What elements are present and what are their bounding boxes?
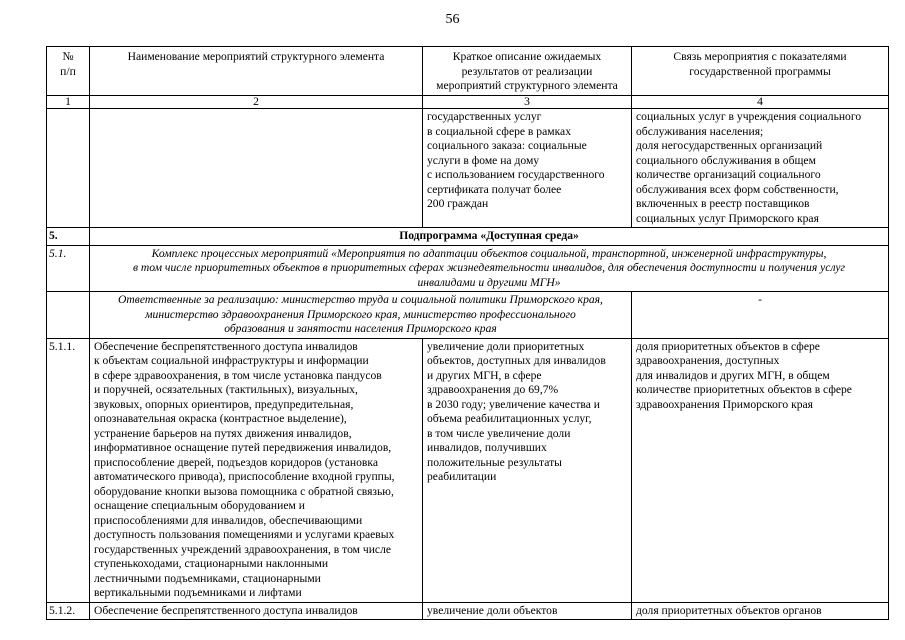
responsible-row (47, 292, 889, 339)
subprogram-row (47, 228, 889, 246)
table-row (47, 338, 889, 602)
column-numbers-row (47, 96, 889, 109)
header-number: № п/п (47, 47, 90, 96)
table-row (47, 602, 889, 620)
column-number: 3 (423, 96, 632, 109)
column-number: 4 (632, 96, 889, 109)
subprogram-number: 5. (47, 228, 90, 246)
complex-number: 5.1. (47, 245, 90, 292)
row-number: 5.1.2. (47, 602, 90, 620)
row-name: Обеспечение беспрепятственного доступа инвалидов (90, 602, 423, 620)
header-expected-results: Краткое описание ожидаемых результатов от реализации мероприятий структурного элемента (423, 47, 632, 96)
row-results: государственных услуг в социальной сфере в рамках социального заказа: социальные услуги в фоме на дому с использованием государственного сертификата получат более 200 граждан (423, 109, 632, 228)
row-results: увеличение доли приоритетных объектов, доступных для инвалидов и других МГН, в сфере здравоохранения до 69,7% в 2030 году; увеличение качества и объема реабилитационных услуг, в том числе увеличение доли инвалидов, получивших положительные результаты реабилитации (423, 338, 632, 602)
row-name (90, 109, 423, 228)
subprogram-title: Подпрограмма «Доступная среда» (90, 228, 889, 246)
responsible-dash: - (632, 292, 889, 339)
responsible-text: Ответственные за реализацию: министерство труда и социальной политики Приморского края, министерство здравоохранения Приморского края, министерство профессионального образования и занятости населения Приморского края (90, 292, 632, 339)
column-number: 2 (90, 96, 423, 109)
table-row (47, 109, 889, 228)
row-indicators: доля приоритетных объектов в сфере здравоохранения, доступных для инвалидов и других МГН, в общем количестве приоритетных объектов в сфере здравоохранения Приморского края (632, 338, 889, 602)
responsible-number (47, 292, 90, 339)
measures-table (46, 46, 889, 620)
row-number (47, 109, 90, 228)
row-name: Обеспечение беспрепятственного доступа инвалидов к объектам социальной инфраструктуры и информации в сфере здравоохранения, в том числе установка пандусов и поручней, осязательных (тактильных), визуальных, звуковых, опорных ориентиров, предупредительная, опознавательная окраска (контрастное выделение), устранение барьеров на путях движения инвалидов, информативное оснащение путей передвижения инвалидов, приспособление дверей, подъездов коридоров (установка автоматического привода), приспособление входной группы, оборудование кнопки вызова помощника с обратной связью, оснащение специальным оборудованием и приспособлениями для инвалидов, обеспечивающими доступность пользования помещениями и услугами краевых государственных учреждений здравоохранения, в том числе ступенькоходами, стационарными наклонными лестничными подъемниками, стационарными вертикальными подъемниками и лифтами (90, 338, 423, 602)
row-number: 5.1.1. (47, 338, 90, 602)
header-measure-name: Наименование мероприятий структурного элемента (90, 47, 423, 96)
header-indicators-link: Связь мероприятия с показателями государственной программы (632, 47, 889, 96)
page-number: 56 (445, 12, 460, 27)
row-results: увеличение доли объектов (423, 602, 632, 620)
column-number: 1 (47, 96, 90, 109)
row-indicators: социальных услуг в учреждения социального обслуживания населения; доля негосударственных организаций социального обслуживания в общем количестве организаций социального обслуживания всех форм собственности, включенных в реестр поставщиков социальных услуг Приморского края (632, 109, 889, 228)
complex-row (47, 245, 889, 292)
table-header-row (47, 47, 889, 96)
complex-title: Комплекс процессных мероприятий «Мероприятия по адаптации объектов социальной, транспортной, инженерной инфраструктуры, в том числе приоритетных объектов в приоритетных сферах жизнедеятельности инвалидов, для обеспечения доступности и получения услуг инвалидами и другими МГН» (90, 245, 889, 292)
row-indicators: доля приоритетных объектов органов (632, 602, 889, 620)
